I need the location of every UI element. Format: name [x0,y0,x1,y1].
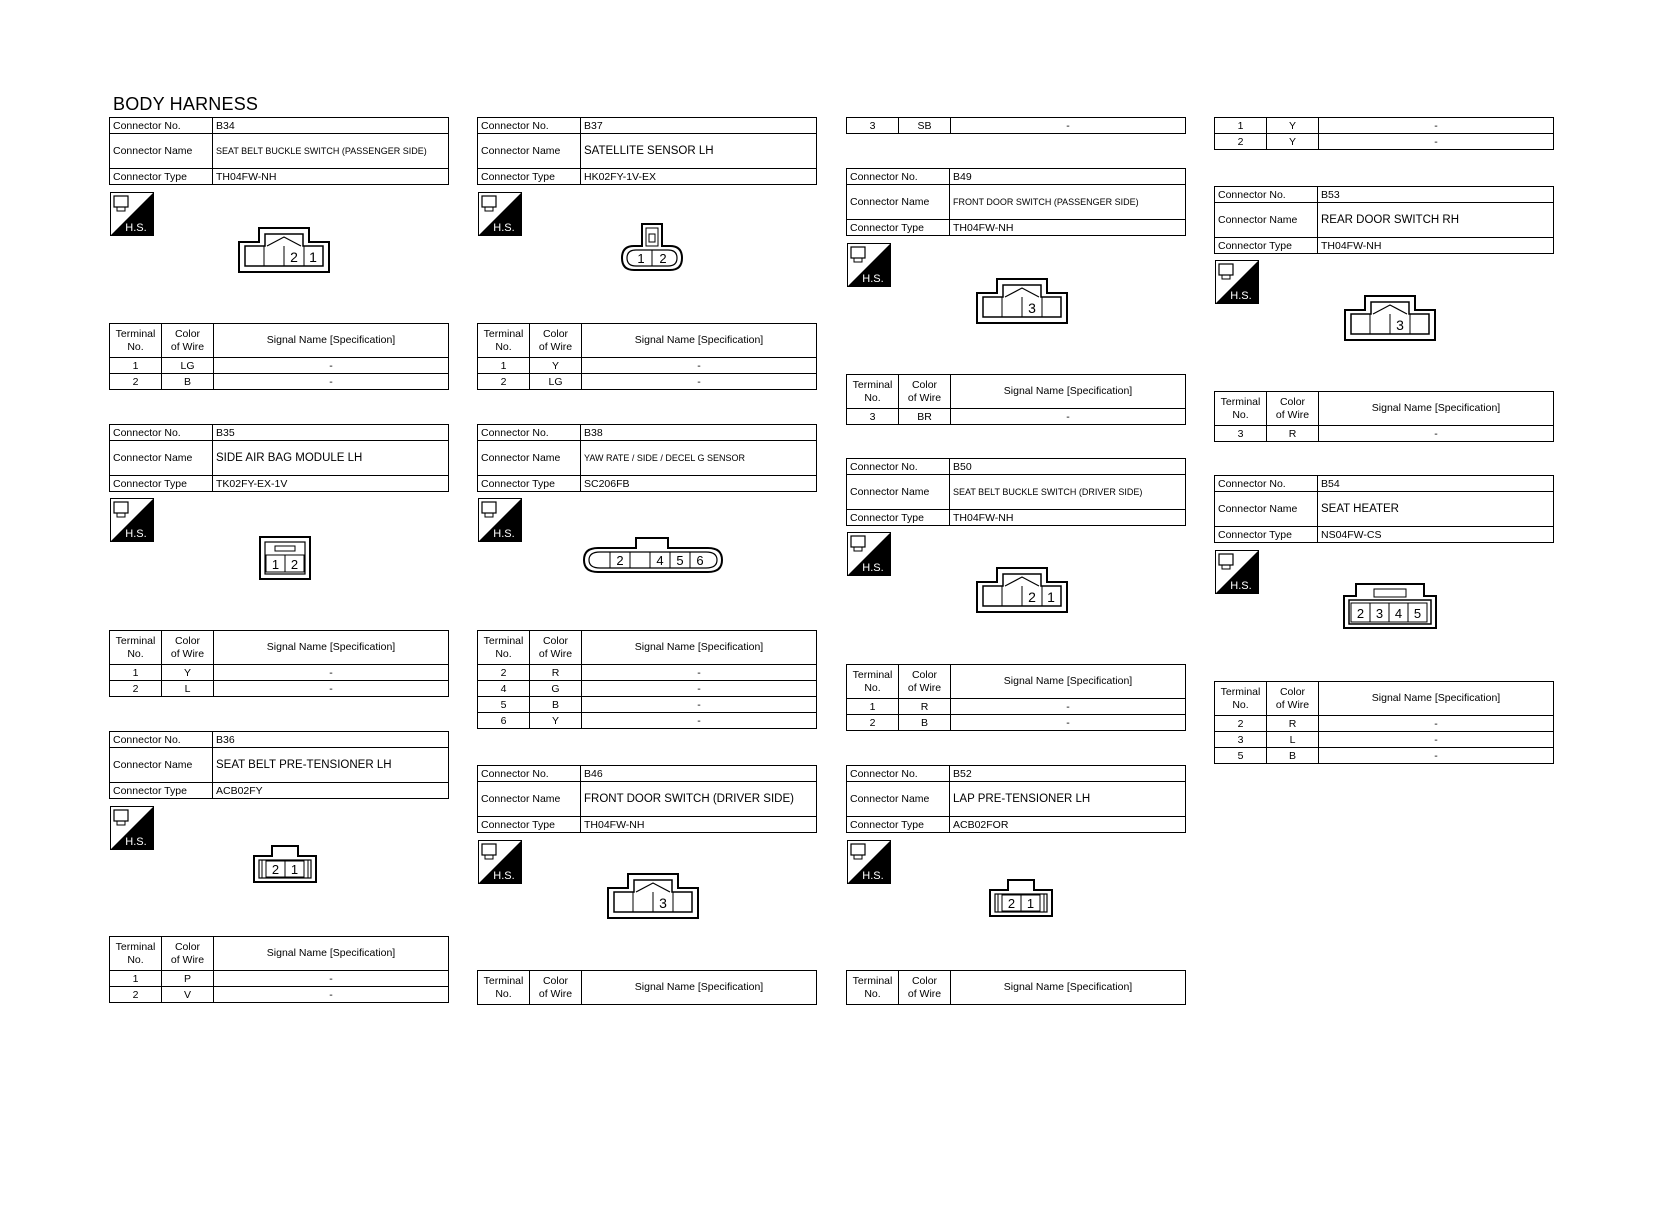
terminal-header: Terminal No. [110,324,162,358]
svg-text:2: 2 [616,553,624,568]
connector-info-b34 [109,117,449,185]
connector-type: TH04FW-NH [950,510,1186,526]
svg-text:5: 5 [676,553,684,568]
table-row: 3 R - [1215,426,1554,442]
svg-text:4: 4 [1394,606,1403,621]
svg-text:H.S.: H.S. [862,562,884,574]
svg-text:2: 2 [1356,606,1365,621]
connector-info-b35: Connector No. B35 Connector Name SIDE AIR BAG MODULE LH Connector Type TK02FY-EX-1V [109,424,449,492]
label-connector-no: Connector No. [110,118,213,134]
label-connector-type: Connector Type [110,169,213,185]
table-row: 2 L - [110,681,449,697]
connector-no: B52 [950,766,1186,782]
svg-text:3: 3 [1375,606,1384,621]
pin-label: 1 [309,249,317,265]
table-row: 1 P - [110,971,449,987]
svg-text:3: 3 [659,895,667,911]
connector-type: NS04FW-CS [1318,527,1554,543]
hs-icon [110,498,154,542]
svg-text:1: 1 [271,557,280,572]
table-row: 1 R - [847,699,1186,715]
connector-face-b38 [582,536,724,574]
table-row: 4 G - [478,681,817,697]
connector-face-b54 [1342,582,1438,630]
connector-name: FRONT DOOR SWITCH (DRIVER SIDE) [581,782,817,817]
connector-info-b36: Connector No. B36 Connector Name SEAT BELT PRE-TENSIONER LH Connector Type ACB02FY [109,731,449,799]
connector-type: TK02FY-EX-1V [213,476,449,492]
svg-text:2: 2 [271,862,280,877]
table-row: 2 R - [1215,716,1554,732]
hs-icon [478,192,522,236]
connector-name: SEAT BELT BUCKLE SWITCH (PASSENGER SIDE) [213,134,449,169]
terminal-table-b49: Terminal No. Color of Wire Signal Name [Specification] 3 BR - [846,374,1186,425]
svg-text:5: 5 [1413,606,1422,621]
connector-type: TH04FW-NH [213,169,449,185]
svg-text:H.S.: H.S. [125,528,147,540]
connector-type: TH04FW-NH [950,220,1186,236]
connector-face-b35 [258,535,312,581]
svg-text:H.S.: H.S. [493,870,515,882]
page-title: BODY HARNESS [113,94,259,114]
connector-face-b49 [975,277,1069,325]
connector-face-b53 [1343,294,1437,342]
connector-name: SIDE AIR BAG MODULE LH [213,441,449,476]
signal-header: Signal Name [Specification] [214,324,449,358]
connector-face-b36 [252,844,318,884]
connector-name: LAP PRE-TENSIONER LH [950,782,1186,817]
table-row: 1 Y - [478,358,817,374]
hs-icon [1215,260,1259,304]
connector-no: B36 [213,732,449,748]
table-row: 2 Y - [1215,134,1554,150]
terminal-table-b35: Terminal No. Color of Wire Signal Name [Specification] 1 Y - 2 L - [109,630,449,697]
table-row: 1 LG - [110,358,449,374]
connector-info-b49: Connector No. B49 Connector Name FRONT DOOR SWITCH (PASSENGER SIDE) Connector Type TH04FW-NH [846,168,1186,236]
pin-label: 2 [290,249,298,265]
connector-face-b50 [975,566,1069,614]
hs-icon [847,532,891,576]
hs-icon [847,243,891,287]
table-row: 5 B - [478,697,817,713]
connector-no: B49 [950,169,1186,185]
connector-info-b50: Connector No. B50 Connector Name SEAT BELT BUCKLE SWITCH (DRIVER SIDE) Connector Type TH04FW-NH [846,458,1186,526]
svg-text:H.S.: H.S. [125,836,147,848]
svg-text:3: 3 [1396,317,1404,333]
connector-info-b54: Connector No. B54 Connector Name SEAT HEATER Connector Type NS04FW-CS [1214,475,1554,543]
connector-face-b52 [988,878,1054,918]
connector-type: ACB02FY [213,783,449,799]
connector-name: FRONT DOOR SWITCH (PASSENGER SIDE) [950,185,1186,220]
table-row: 2 R - [478,665,817,681]
svg-text:H.S.: H.S. [862,273,884,285]
svg-text:2: 2 [290,557,299,572]
hs-icon [110,192,154,236]
connector-type: SC206FB [581,476,817,492]
hs-icon [110,806,154,850]
terminal-table-b50: Terminal No. Color of Wire Signal Name [Specification] 1 R - 2 B - [846,664,1186,731]
terminal-table-b46-continued [846,117,1186,134]
terminal-table-b53: Terminal No. Color of Wire Signal Name [Specification] 3 R - [1214,391,1554,442]
connector-info-b37: Connector No. B37 Connector Name SATELLITE SENSOR LH Connector Type HK02FY-1V-EX [477,117,817,185]
svg-text:6: 6 [696,553,704,568]
hs-icon [478,840,522,884]
color-header: Color of Wire [162,324,214,358]
connector-face-b46 [606,872,700,920]
connector-name: SEAT HEATER [1318,492,1554,527]
table-row: 2 B - [847,715,1186,731]
hs-icon [1215,550,1259,594]
table-row: 6 Y - [478,713,817,729]
connector-type: TH04FW-NH [1318,238,1554,254]
svg-text:4: 4 [656,553,664,568]
terminal-table-b34 [109,323,449,390]
connector-no: B50 [950,459,1186,475]
svg-text:1: 1 [1047,589,1055,605]
terminal-table-b38: Terminal No. Color of Wire Signal Name [Specification] 2 R - 4 G - 5 B - 6 Y - [477,630,817,729]
connector-info-b38: Connector No. B38 Connector Name YAW RATE / SIDE / DECEL G SENSOR Connector Type SC206FB [477,424,817,492]
terminal-table-b37: Terminal No. Color of Wire Signal Name [Specification] 1 Y - 2 LG - [477,323,817,390]
table-row: 2 LG - [478,374,817,390]
connector-no: B38 [581,425,817,441]
svg-text:1: 1 [290,862,299,877]
svg-text:H.S.: H.S. [862,870,884,882]
connector-info-b52: Connector No. B52 Connector Name LAP PRE-TENSIONER LH Connector Type ACB02FOR [846,765,1186,833]
connector-name: SATELLITE SENSOR LH [581,134,817,169]
hs-icon [478,498,522,542]
connector-info-b46: Connector No. B46 Connector Name FRONT DOOR SWITCH (DRIVER SIDE) Connector Type TH04FW-NH [477,765,817,833]
svg-text:2: 2 [1007,896,1016,911]
table-row: 3 SB - [847,118,1186,134]
svg-text:H.S.: H.S. [1230,580,1252,592]
connector-no: B35 [213,425,449,441]
connector-no: B53 [1318,187,1554,203]
connector-type: TH04FW-NH [581,817,817,833]
connector-no: B37 [581,118,817,134]
terminal-table-b54: Terminal No. Color of Wire Signal Name [Specification] 2 R - 3 L - 5 B - [1214,681,1554,764]
connector-info-b53: Connector No. B53 Connector Name REAR DOOR SWITCH RH Connector Type TH04FW-NH [1214,186,1554,254]
svg-text:3: 3 [1028,300,1036,316]
terminal-table-b36: Terminal No. Color of Wire Signal Name [Specification] 1 P - 2 V - [109,936,449,1003]
connector-no: B34 [213,118,449,134]
svg-text:1: 1 [637,251,645,266]
hs-label: H.S. [125,222,147,234]
connector-type: HK02FY-1V-EX [581,169,817,185]
connector-name: SEAT BELT BUCKLE SWITCH (DRIVER SIDE) [950,475,1186,510]
svg-text:2: 2 [659,251,667,266]
terminal-table-b52: Terminal No. Color of Wire Signal Name [Specification] [846,970,1186,1005]
table-row: 2 B - [110,374,449,390]
connector-name: REAR DOOR SWITCH RH [1318,203,1554,238]
table-row: 3 L - [1215,732,1554,748]
svg-text:H.S.: H.S. [1230,290,1252,302]
svg-text:H.S.: H.S. [493,528,515,540]
table-row: 3 BR - [847,409,1186,425]
connector-no: B46 [581,766,817,782]
connector-face-b37 [620,222,684,272]
table-row: 5 B - [1215,748,1554,764]
svg-text:H.S.: H.S. [493,222,515,234]
connector-name: YAW RATE / SIDE / DECEL G SENSOR [581,441,817,476]
connector-no: B54 [1318,476,1554,492]
connector-name: SEAT BELT PRE-TENSIONER LH [213,748,449,783]
connector-type: ACB02FOR [950,817,1186,833]
table-row: 1 Y - [1215,118,1554,134]
terminal-table-b46: Terminal No. Color of Wire Signal Name [Specification] [477,970,817,1005]
svg-text:1: 1 [1026,896,1035,911]
connector-face-b34 [237,226,331,274]
svg-text:2: 2 [1028,589,1036,605]
terminal-table-b52-continued [1214,117,1554,150]
table-row: 1 Y - [110,665,449,681]
hs-icon [847,840,891,884]
table-row: 2 V - [110,987,449,1003]
label-connector-name: Connector Name [110,134,213,169]
